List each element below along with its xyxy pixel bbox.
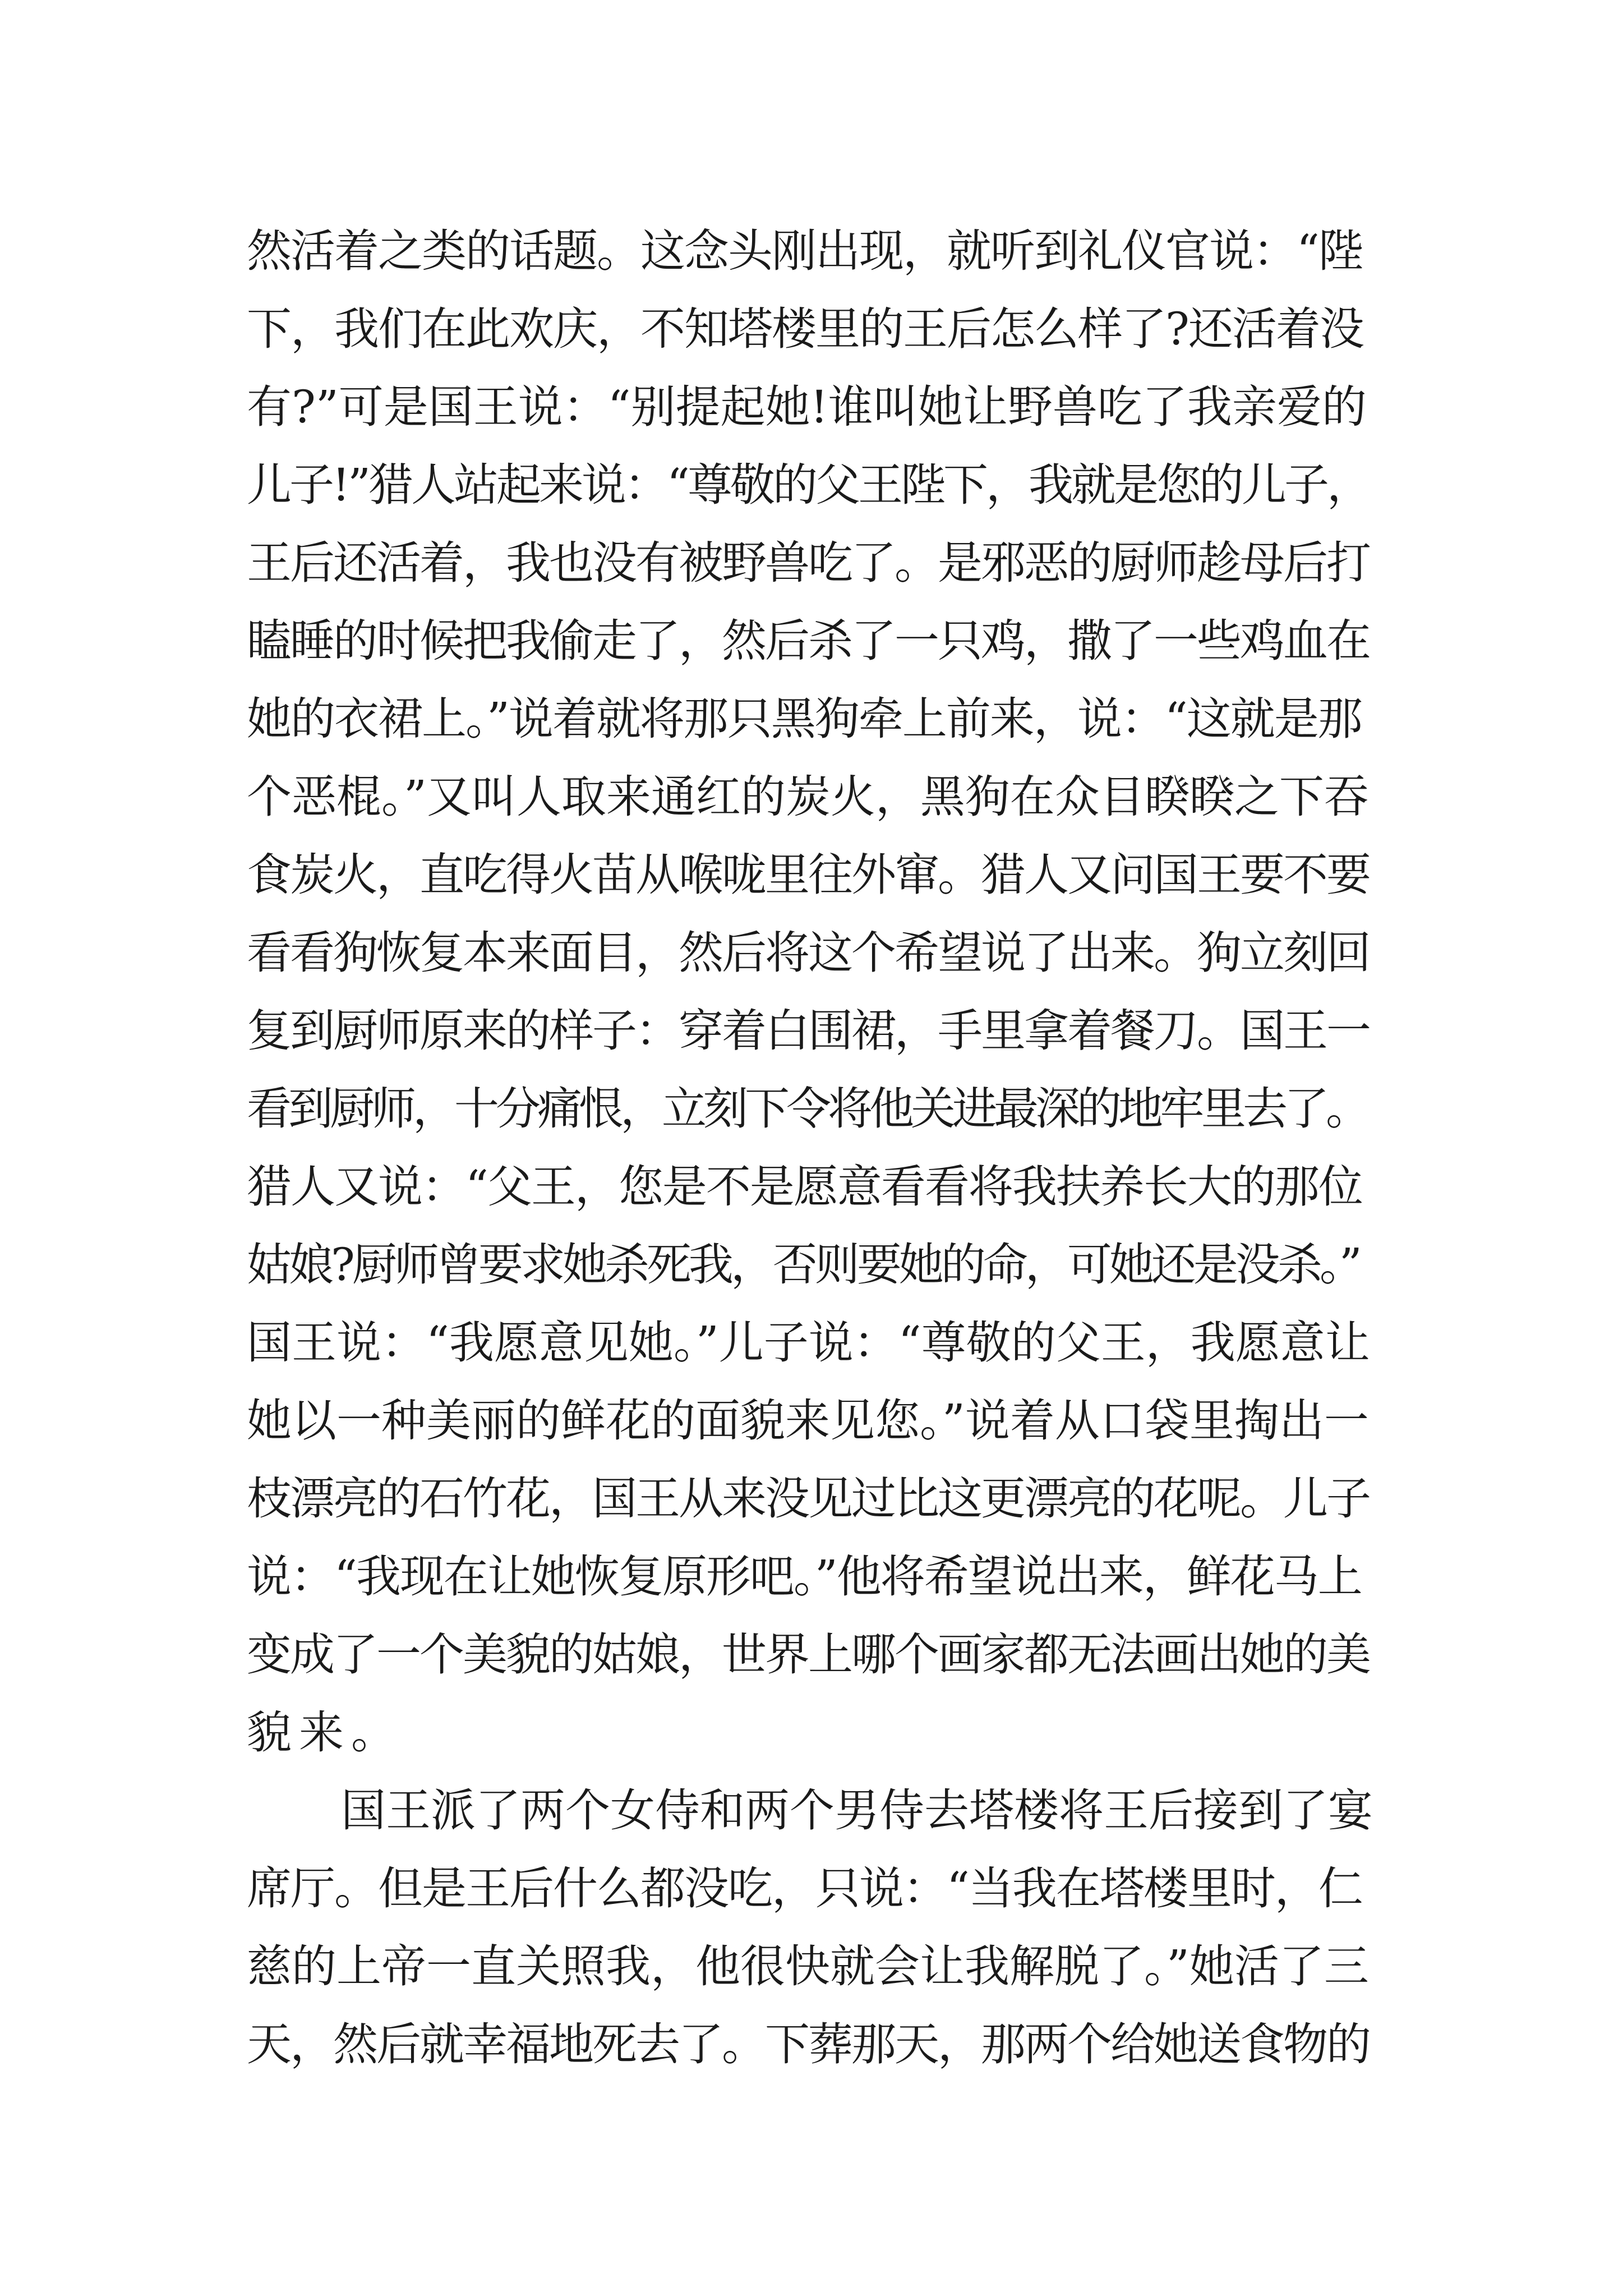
text-line: 有?”可是国王说：“别提起她!谁叫她让野兽吃了我亲爱的 xyxy=(247,381,1367,433)
text-line: 个恶棍。”又叫人取来通红的炭火，黑狗在众目睽睽之下吞 xyxy=(247,771,1369,823)
text-line: 说：“我现在让她恢复原形吧。”他将希望说出来，鲜花马上 xyxy=(247,1550,1362,1603)
text-line: 姑娘?厨师曾要求她杀死我，否则要她的命，可她还是没杀。” xyxy=(247,1239,1359,1291)
text-line: 变成了一个美貌的姑娘，世界上哪个画家都无法画出她的美 xyxy=(247,1628,1370,1681)
text-line: 她以一种美丽的鲜花的面貌来见您。”说着从口袋里掏出一 xyxy=(247,1395,1369,1447)
text-line: 貌来。 xyxy=(247,1706,403,1759)
text-line: 看看狗恢复本来面目，然后将这个希望说了出来。狗立刻回 xyxy=(247,927,1370,979)
text-line: 王后还活着，我也没有被野兽吃了。是邪恶的厨师趁母后打 xyxy=(247,537,1370,589)
text-line: 枝漂亮的石竹花，国王从来没见过比这更漂亮的花呢。儿子 xyxy=(247,1473,1370,1525)
text-line: 复到厨师原来的样子：穿着白围裙，手里拿着餐刀。国王一 xyxy=(247,1005,1370,1057)
text-line: 天，然后就幸福地死去了。下葬那天，那两个给她送食物的 xyxy=(247,2018,1370,2070)
text-line: 下，我们在此欢庆，不知塔楼里的王后怎么样了?还活着没 xyxy=(247,303,1363,355)
text-line: 国王说：“我愿意见她。”儿子说：“尊敬的父王，我愿意让 xyxy=(247,1317,1370,1369)
text-line: 食炭火，直吃得火苗从喉咙里往外窜。猎人又问国王要不要 xyxy=(247,849,1370,901)
text-line: 然活着之类的话题。这念头刚出现，就听到礼仪官说：“陛 xyxy=(247,225,1362,277)
body-text xyxy=(247,212,1374,2083)
text-line: 她的衣裙上。”说着就将那只黑狗牵上前来，说：“这就是那 xyxy=(247,693,1362,745)
text-line: 席厅。但是王后什么都没吃，只说：“当我在塔楼里时，仁 xyxy=(247,1862,1362,1915)
text-line: 看到厨师，十分痛恨，立刻下令将他关进最深的地牢里去了。 xyxy=(247,1083,1367,1135)
text-line: 儿子!”猎人站起来说：“尊敬的父王陛下，我就是您的儿子， xyxy=(247,459,1370,511)
text-line: 猎人又说：“父王，您是不是愿意看看将我扶养长大的那位 xyxy=(247,1161,1362,1213)
text-line: 瞌睡的时候把我偷走了，然后杀了一只鸡，撒了一些鸡血在 xyxy=(247,615,1370,667)
text-line: 慈的上帝一直关照我，他很快就会让我解脱了。”她活了三 xyxy=(247,1940,1369,1993)
paragraph-first-line: 国王派了两个女侍和两个男侍去塔楼将王后接到了宴 xyxy=(341,1784,1373,1837)
